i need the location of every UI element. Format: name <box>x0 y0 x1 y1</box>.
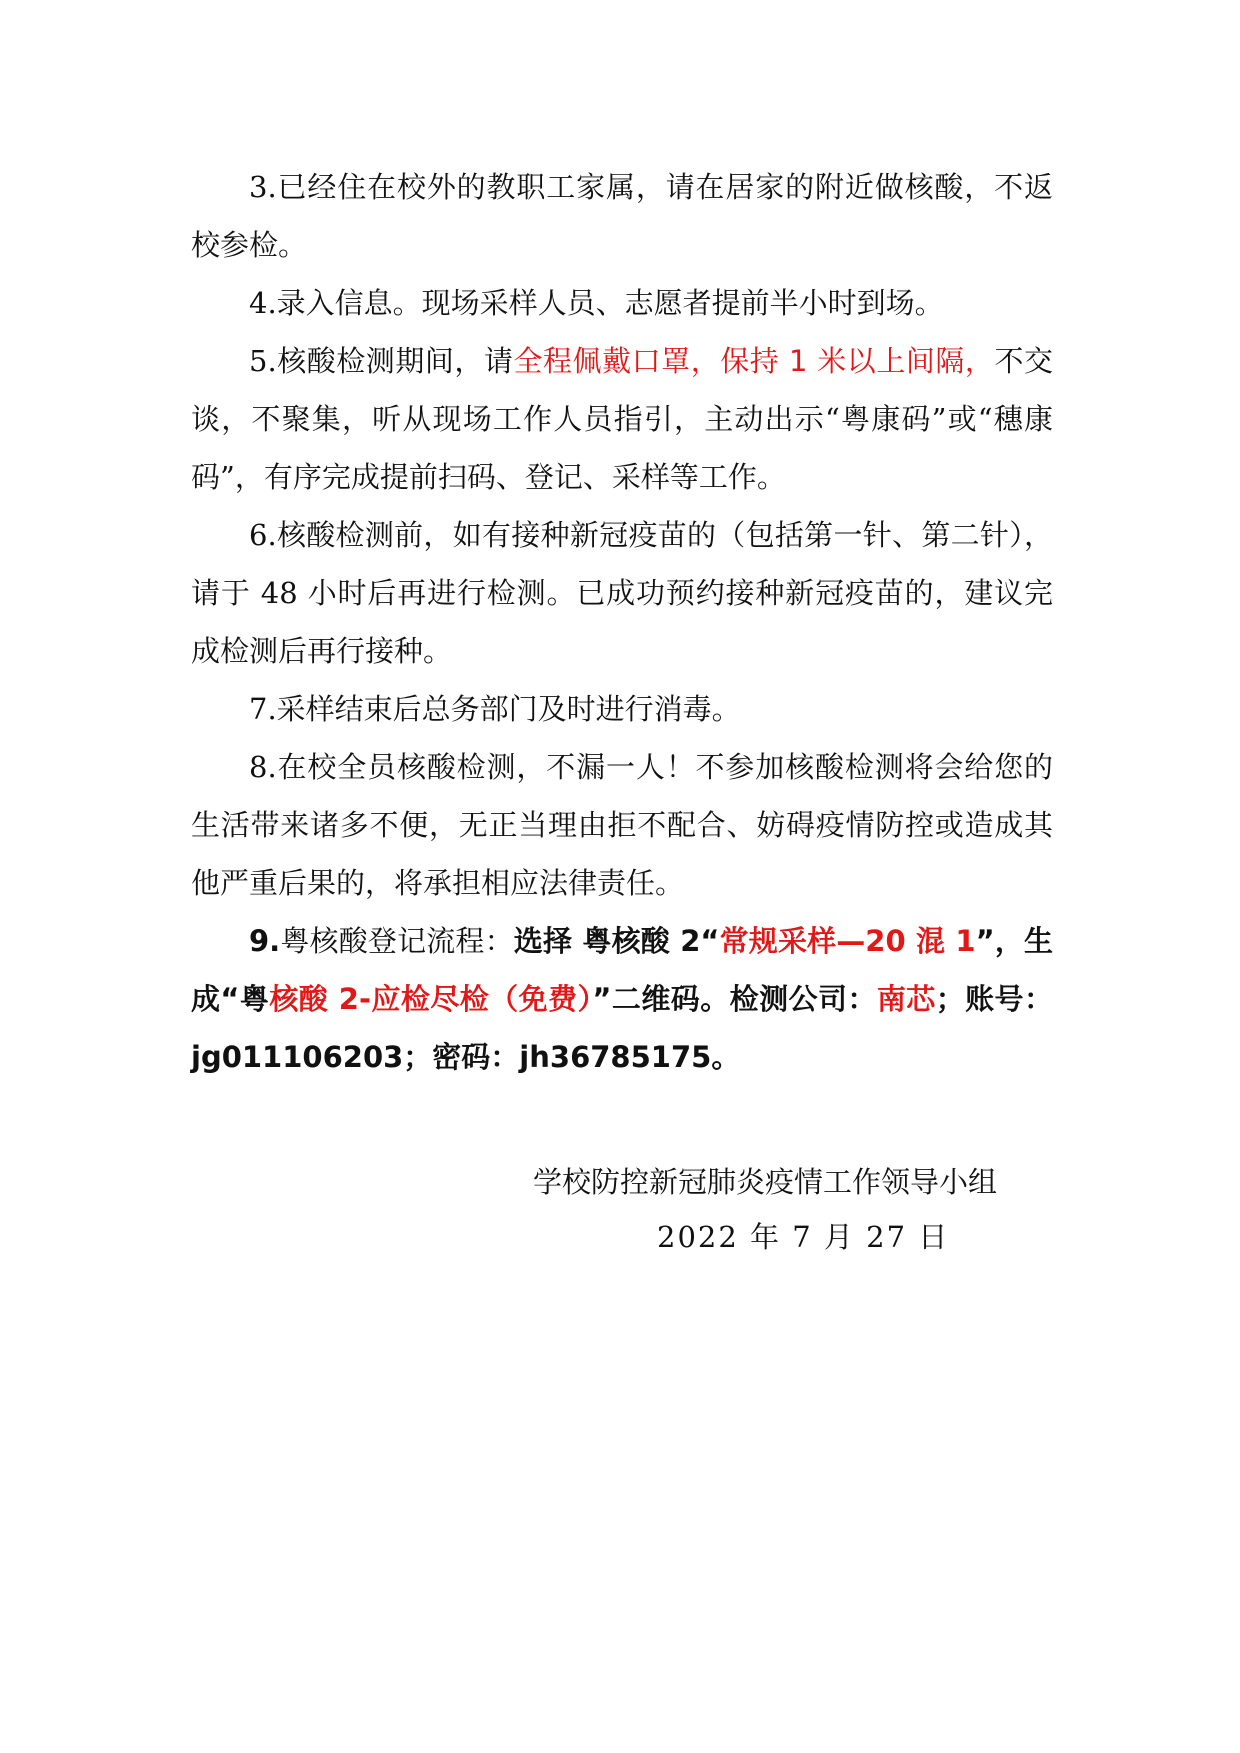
item-3-paragraph: 3.已经住在校外的教职工家属，请在居家的附近做核酸，不返校参检。 <box>191 170 1053 262</box>
item-4-paragraph: 4.录入信息。现场采样人员、志愿者提前半小时到场。 <box>249 286 944 320</box>
notice-body <box>191 158 1053 1086</box>
signature-organization: 学校防控新冠肺炎疫情工作领导小组 <box>533 1165 998 1199</box>
item-9-number: 9. <box>249 924 281 958</box>
item-9-part2: 选择 粤核酸 2“ <box>513 924 720 958</box>
item-9-red2: 核酸 2-应检尽检（免费） <box>269 982 593 1016</box>
item-7-paragraph: 7.采样结束后总务部门及时进行消毒。 <box>249 692 741 726</box>
item-5-paragraph <box>191 332 1053 506</box>
item-5-suffix: 不交谈，不聚集，听从现场工作人员指引，主动出示“粤康码”或“穗康码”，有序完成提前扫码、登记、采样等工作。 <box>191 344 1053 494</box>
item-9-part3: ”，生成“粤 <box>191 924 1053 1016</box>
item-5-highlight: 全程佩戴口罩，保持 1 米以上间隔， <box>513 344 995 378</box>
signature-date: 2022 年 7 月 27 日 <box>657 1220 950 1254</box>
item-9-part4: ”二维码。检测公司： <box>592 982 877 1016</box>
item-8-paragraph: 8.在校全员核酸检测，不漏一人！不参加核酸检测将会给您的生活带来诸多不便，无正当理由拒不配合、妨碍疫情防控或造成其他严重后果的，将承担相应法律责任。 <box>191 750 1053 900</box>
item-9-part5: ；账号：jg011106203；密码：jh36785175。 <box>191 982 1053 1074</box>
item-9-red3: 南芯 <box>876 982 936 1016</box>
item-9-part1: 粤核酸登记流程： <box>280 924 514 958</box>
item-9-red1: 常规采样—20 混 1 <box>719 924 976 958</box>
item-6-paragraph: 6.核酸检测前，如有接种新冠疫苗的（包括第一针、第二针），请于 48 小时后再进行检测。已成功预约接种新冠疫苗的，建议完成检测后再行接种。 <box>191 518 1053 668</box>
item-5-prefix: 5.核酸检测期间，请 <box>249 344 514 378</box>
item-9-paragraph <box>191 912 1053 1086</box>
